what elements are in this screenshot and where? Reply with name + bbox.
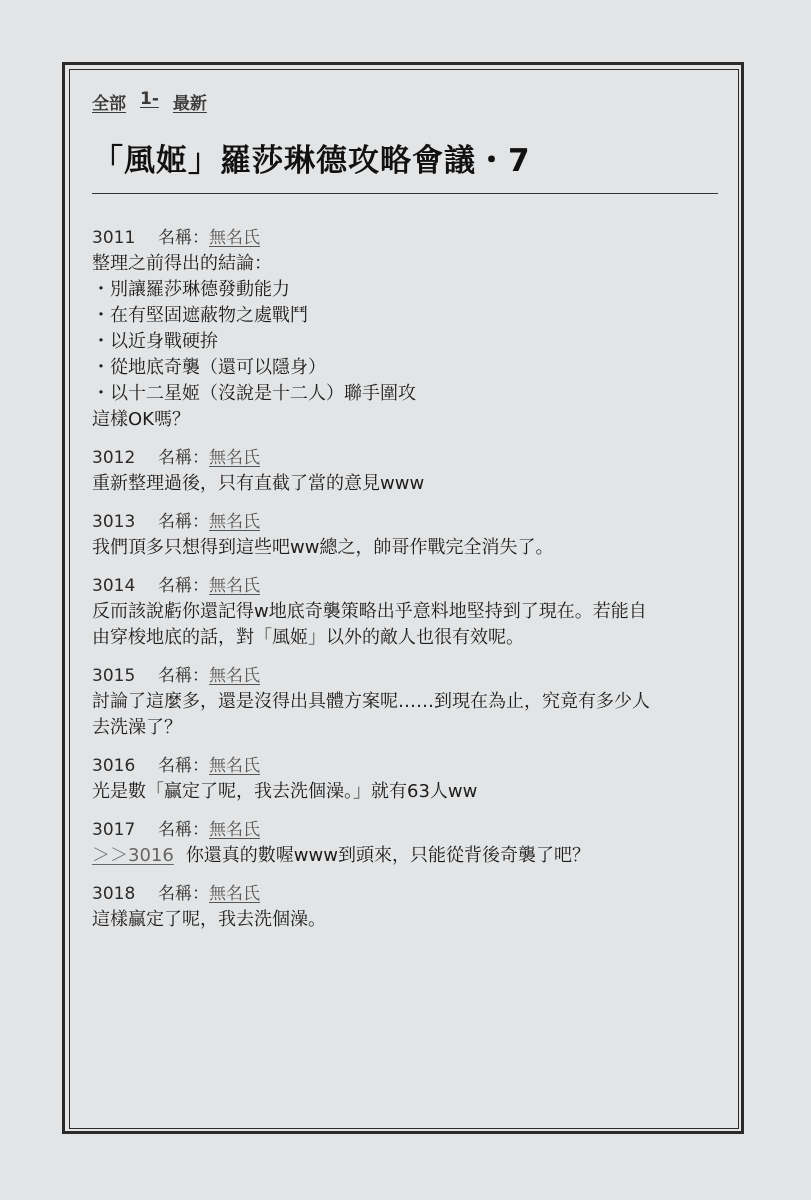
reply-link[interactable]: ＞＞3016 [92, 845, 174, 866]
post [92, 225, 722, 433]
post-header [92, 445, 722, 471]
post-header [92, 753, 722, 779]
post-body-line: ・別讓羅莎琳德發動能力 [92, 279, 290, 300]
post-header [92, 663, 722, 689]
post-author-link[interactable]: 無名氏 [209, 884, 260, 904]
post [92, 509, 722, 561]
post-header [92, 573, 722, 599]
post [92, 445, 722, 497]
post-number: 3017 [92, 820, 136, 840]
post-body-line: 重新整理過後，只有直截了當的意見www [92, 473, 425, 494]
post-body-line: ・在有堅固遮蔽物之處戰鬥 [92, 305, 308, 326]
post-name-label: 名稱： [158, 576, 209, 596]
post-header [92, 509, 722, 535]
post-body-line: 整理之前得出的結論： [92, 253, 272, 274]
post-name-label: 名稱： [158, 448, 209, 468]
post-header [92, 225, 722, 251]
post-body-line: 我們頂多只想得到這些吧ww總之，帥哥作戰完全消失了。 [92, 537, 554, 558]
post [92, 881, 722, 933]
post-name-label: 名稱： [158, 228, 209, 248]
post [92, 817, 722, 869]
post-name-label: 名稱： [158, 756, 209, 776]
post-name-label: 名稱： [158, 884, 209, 904]
post-body-line: 討論了這麼多，還是沒得出具體方案呢……到現在為止，究竟有多少人 [92, 691, 650, 712]
post [92, 663, 722, 741]
nav-all-link[interactable]: 全部 [92, 94, 126, 114]
nav-latest-link[interactable]: 最新 [172, 94, 207, 114]
post-author-link[interactable]: 無名氏 [209, 820, 260, 840]
post-author-link[interactable]: 無名氏 [209, 576, 260, 596]
post-list [92, 225, 722, 945]
post-body-line: 這樣贏定了呢，我去洗個澡。 [92, 909, 326, 930]
post-header [92, 881, 722, 907]
title-divider [92, 193, 718, 194]
post-number: 3011 [92, 228, 136, 248]
post-number: 3015 [92, 666, 136, 686]
post-name-label: 名稱： [158, 666, 209, 686]
post [92, 753, 722, 805]
post-author-link[interactable]: 無名氏 [209, 666, 260, 686]
post-body-line: ・以近身戰硬拚 [92, 331, 218, 352]
post-number: 3012 [92, 448, 136, 468]
post-body-line: 由穿梭地底的話，對「風姬」以外的敵人也很有效呢。 [92, 627, 524, 648]
post-body-line: ・以十二星姬（沒說是十二人）聯手圍攻 [92, 383, 416, 404]
post-number: 3013 [92, 512, 136, 532]
post-author-link[interactable]: 無名氏 [209, 228, 260, 248]
nav-range-link[interactable]: 1- [140, 89, 159, 109]
post-number: 3014 [92, 576, 136, 596]
post-name-label: 名稱： [158, 820, 209, 840]
thread-nav [92, 89, 207, 114]
post-body-line: 光是數「贏定了呢，我去洗個澡。」就有63人ww [92, 781, 478, 802]
post-number: 3018 [92, 884, 136, 904]
post-body-text: 你還真的數喔www到頭來，只能從背後奇襲了吧？ [185, 845, 590, 866]
post-number: 3016 [92, 756, 136, 776]
post [92, 573, 722, 651]
post-body-line [92, 843, 722, 869]
post-body-line: 去洗澡了？ [92, 717, 182, 738]
post-body-line: ・從地底奇襲（還可以隱身） [92, 357, 326, 378]
post-name-label: 名稱： [158, 512, 209, 532]
post-author-link[interactable]: 無名氏 [209, 512, 260, 532]
post-author-link[interactable]: 無名氏 [209, 448, 260, 468]
post-header [92, 817, 722, 843]
thread-title: 「風姬」羅莎琳德攻略會議・7 [92, 143, 531, 179]
post-author-link[interactable]: 無名氏 [209, 756, 260, 776]
post-body-line: 這樣OK嗎？ [92, 409, 190, 430]
post-body-line: 反而該說虧你還記得w地底奇襲策略出乎意料地堅持到了現在。若能自 [92, 601, 647, 622]
